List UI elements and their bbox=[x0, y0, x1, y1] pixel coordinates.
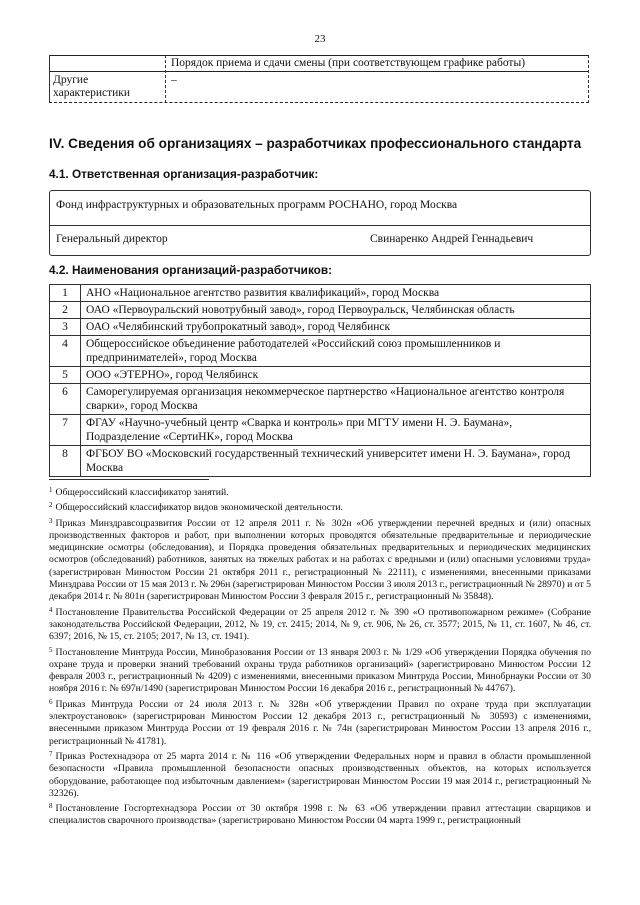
other-label-line1: Другие bbox=[53, 74, 89, 86]
other-characteristics-value: – bbox=[171, 74, 177, 86]
footnote-text: Общероссийский классификатор занятий. bbox=[55, 487, 229, 498]
table-row bbox=[50, 384, 591, 415]
footnote-text: Приказ Минздравсоцразвития России от 12 апреля 2011 г. № 302н «Об утверждении перечней вредных и (или) опасных производственных факторов и работ, при выполнении которых проводятся обязательные предварительные и периодические медицинские осмотры (обследования), и Порядка проведения обязательных предварительных и периодических медицинских осмотров (обследований) работников, занятых на тяжелых работах и на работах с вредными и (или) опасными условиями труда» (зарегистрирован Минюстом России 21 октября 2011 г., регистрационный № 22111), с изменениями, внесенными приказами Минздрава России от 15 мая 2013 г. № 296н (зарегистрирован Минюстом России 3 июля 2013 г., регистрационный № 28970) и от 5 декабря 2014 г. № 801н (зарегистрирован Минюстом России 3 февраля 2015 г., регистрационный № 35848). bbox=[49, 517, 591, 603]
footnote-text: Постановление Госгортехнадзора России от 30 октября 1998 г. № 63 «Об утверждении правил аттестации сварщиков и специалистов сварочного производства» (зарегистрировано Минюстом России 04 марта 1999 г., регистрационный bbox=[49, 803, 591, 827]
developers-heading: 4.2. Наименования организаций-разработчиков: bbox=[49, 263, 333, 277]
table-row bbox=[50, 367, 591, 384]
footnote-mark: 1 bbox=[49, 486, 53, 494]
org-name-cell: Общероссийское объединение работодателей «Российский союз промышленников и предпринимателей», город Москва bbox=[81, 336, 591, 367]
table-row bbox=[50, 302, 591, 319]
developers-table bbox=[49, 284, 591, 477]
org-name-cell: ООО «ЭТЕРНО», город Челябинск bbox=[81, 367, 591, 384]
responsible-heading: 4.1. Ответственная организация-разработчик: bbox=[49, 167, 319, 181]
top-table-fragment bbox=[49, 55, 589, 103]
org-name-cell: АНО «Национальное агентство развития квалификаций», город Москва bbox=[81, 285, 591, 302]
footnote-mark: 5 bbox=[49, 645, 53, 654]
footnote-mark: 3 bbox=[49, 516, 53, 525]
row-number: 4 bbox=[50, 336, 81, 367]
other-characteristics-label bbox=[53, 74, 130, 100]
footnote bbox=[49, 800, 591, 828]
row-number: 6 bbox=[50, 384, 81, 415]
footnote-mark: 6 bbox=[49, 697, 53, 706]
footnote bbox=[49, 644, 591, 696]
row-number: 1 bbox=[50, 285, 81, 302]
org-name-cell: ОАО «Челябинский трубопрокатный завод», город Челябинск bbox=[81, 319, 591, 336]
footnote bbox=[49, 515, 591, 604]
work-shift-procedure-text: Порядок приема и сдачи смены (при соответствующем графике работы) bbox=[171, 57, 526, 69]
page-number: 23 bbox=[314, 33, 326, 45]
row-number: 3 bbox=[50, 319, 81, 336]
org-name-cell: ОАО «Первоуральский новотрубный завод», город Первоуральск, Челябинская область bbox=[81, 302, 591, 319]
footnote bbox=[49, 604, 591, 644]
responsible-org-box bbox=[49, 190, 591, 256]
footnote-mark: 7 bbox=[49, 749, 53, 758]
footnote bbox=[49, 748, 591, 800]
org-name-cell: ФГАУ «Научно-учебный центр «Сварка и контроль» при МГТУ имени Н. Э. Баумана», Подразделение «СертиНК», город Москва bbox=[81, 415, 591, 446]
responsible-person: Свинаренко Андрей Геннадьевич bbox=[370, 233, 534, 245]
row-number: 7 bbox=[50, 415, 81, 446]
footnotes bbox=[49, 484, 591, 828]
responsible-org-name: Фонд инфраструктурных и образовательных программ РОСНАНО, город Москва bbox=[56, 199, 458, 211]
other-label-line2: характеристики bbox=[53, 87, 131, 99]
footnote-text: Приказ Ростехнадзора от 25 марта 2014 г. № 116 «Об утверждении Федеральных норм и правил в области промышленной безопасности «Правила промышленной безопасности опасных производственных объектов, на которых используется оборудование, работающее под избыточным давлением» (зарегистрирован Минюстом России 19 мая 2014 г., регистрационный № 32326). bbox=[49, 750, 591, 799]
responsible-position: Генеральный директор bbox=[56, 233, 168, 245]
footnote-text: Приказ Минтруда России от 24 июля 2013 г. № 328н «Об утверждении Правил по охране труда при эксплуатации электроустановок» (зарегистрирован Минюстом России 12 декабря 2013 г., регистрационный № 30593) с изменениями, внесенными приказом Минтруда России от 19 февраля 2016 г. № 74н (зарегистрирован Минюстом России 13 апреля 2016 г., регистрационный № 41781). bbox=[49, 698, 591, 747]
footnote-text: Общероссийский классификатор видов экономической деятельности. bbox=[55, 502, 343, 514]
footnote-text: Постановление Минтруда России, Минобразования России от 13 января 2003 г. № 1/29 «Об утверждении Порядка обучения по охране труда и проверки знаний требований охраны труда работников организаций» (зарегистрировано Минюстом России 12 февраля 2003 г., регистрационный № 4209) с изменениями, внесенными приказом Минтруда России, Минобрнауки России от 30 ноября 2016 г. № 697н/1490 (зарегистрирован Минюстом России 16 декабря 2016 г., регистрационный № 44767). bbox=[49, 646, 591, 695]
table-row bbox=[50, 415, 591, 446]
footnote bbox=[49, 499, 591, 514]
section-heading: IV. Сведения об организациях – разработчиках профессионального стандарта bbox=[49, 136, 582, 151]
table-row bbox=[50, 285, 591, 302]
row-number: 8 bbox=[50, 446, 81, 477]
org-name-cell: Саморегулируемая организация некоммерческое партнерство «Национальное агентство контроля сварки», город Москва bbox=[81, 384, 591, 415]
footnote bbox=[49, 696, 591, 748]
footnote-mark: 8 bbox=[49, 802, 53, 811]
org-name-cell: ФГБОУ ВО «Московский государственный технический университет имени Н. Э. Баумана», город Москва bbox=[81, 446, 591, 477]
row-number: 2 bbox=[50, 302, 81, 319]
table-row bbox=[50, 336, 591, 367]
footnote-separator bbox=[49, 479, 209, 480]
table-row bbox=[50, 319, 591, 336]
row-number: 5 bbox=[50, 367, 81, 384]
footnote-mark: 4 bbox=[49, 605, 53, 614]
footnote-mark: 2 bbox=[49, 501, 53, 510]
footnote bbox=[49, 484, 591, 499]
footnote-text: Постановление Правительства Российской Федерации от 25 апреля 2012 г. № 390 «О противопожарном режиме» (Собрание законодательства Российской Федерации, 2012, № 19, ст. 2415; 2014, № 9, ст. 906, № 26, ст. 3577; 2015, № 11, ст. 1607, № 46, ст. 6397; 2016, № 15, ст. 2105; 2017, № 13, ст. 1941). bbox=[49, 606, 591, 643]
table-row bbox=[50, 446, 591, 477]
